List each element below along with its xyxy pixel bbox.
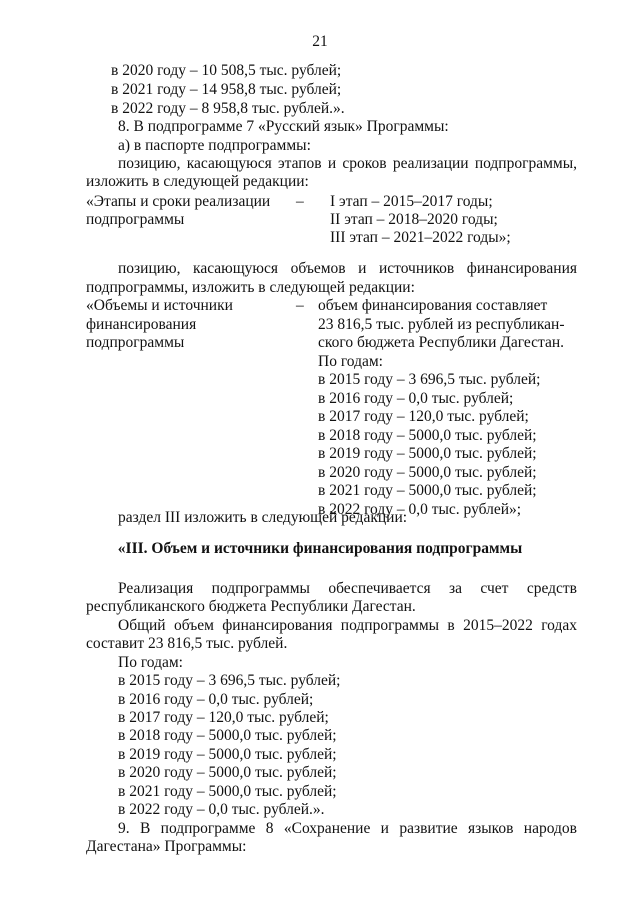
year-line: в 2016 году – 0,0 тыс. рублей; <box>118 691 314 708</box>
table2-value: в 2020 году – 5000,0 тыс. рублей; <box>318 464 537 481</box>
year-line: в 2020 году – 5000,0 тыс. рублей; <box>118 764 337 781</box>
table2-value: По годам: <box>318 353 383 370</box>
page-number: 21 <box>312 33 328 50</box>
position1-line2: изложить в следующей редакции: <box>86 173 309 190</box>
table2-value: в 2015 году – 3 696,5 тыс. рублей; <box>318 371 541 388</box>
year-line: в 2015 году – 3 696,5 тыс. рублей; <box>118 672 341 689</box>
by-years-label: По годам: <box>118 654 183 671</box>
table2-value: объем финансирования составляет <box>318 297 548 314</box>
total-line1: Общий объем финансирования подпрограммы в 2015–2022 годах <box>118 617 577 634</box>
table2-value: в 2019 году – 5000,0 тыс. рублей; <box>318 445 537 462</box>
section3-intro: раздел III изложить в следующей редакции: <box>118 509 408 526</box>
position2-line2: подпрограммы, изложить в следующей редакции: <box>86 279 415 296</box>
item-8a: а) в паспорте подпрограммы: <box>118 137 311 154</box>
total-line2: составит 23 816,5 тыс. рублей. <box>86 635 288 652</box>
table2-label-line1: «Объемы и источники <box>86 297 233 314</box>
table1-value-1: I этап – 2015–2017 годы; <box>330 193 493 210</box>
year-line: в 2017 году – 120,0 тыс. рублей; <box>118 709 329 726</box>
table2-value: ского бюджета Республики Дагестан. <box>318 334 565 351</box>
table1-dash: – <box>296 193 304 210</box>
table1-value-3: III этап – 2021–2022 годы»; <box>330 229 511 246</box>
table2-value: в 2017 году – 120,0 тыс. рублей; <box>318 408 529 425</box>
table2-label-line2: финансирования <box>86 316 197 333</box>
table2-value: в 2021 году – 5000,0 тыс. рублей; <box>318 482 537 499</box>
year-line: в 2022 году – 0,0 тыс. рублей.». <box>118 801 325 818</box>
year-line: в 2021 году – 5000,0 тыс. рублей; <box>118 783 337 800</box>
year-line: в 2019 году – 5000,0 тыс. рублей; <box>118 746 337 763</box>
top-line-2020: в 2020 году – 10 508,5 тыс. рублей; <box>111 62 342 79</box>
table2-label-line3: подпрограммы <box>86 334 185 351</box>
section3-heading: «III. Объем и источники финансирования подпрограммы <box>117 540 523 557</box>
year-line: в 2018 году – 5000,0 тыс. рублей; <box>118 727 337 744</box>
position2-line1: позицию, касающуюся объемов и источников финансирования <box>118 260 577 277</box>
table2-value: в 2016 году – 0,0 тыс. рублей; <box>318 390 514 407</box>
item-9-line1: 9. В подпрограмме 8 «Сохранение и развитие языков народов <box>118 820 577 837</box>
top-line-2021: в 2021 году – 14 958,8 тыс. рублей; <box>111 81 342 98</box>
realization-line2: республиканского бюджета Республики Дагестан. <box>86 598 416 615</box>
table1-label-line1: «Этапы и сроки реализации <box>86 193 271 210</box>
item-9-line2: Дагестана» Программы: <box>86 838 247 855</box>
table2-value: в 2022 году – 0,0 тыс. рублей»; <box>318 501 522 518</box>
table1-value-2: II этап – 2018–2020 годы; <box>330 211 498 228</box>
table2-dash: – <box>296 297 304 314</box>
table2-value: в 2018 году – 5000,0 тыс. рублей; <box>318 427 537 444</box>
position1-line1: позицию, касающуюся этапов и сроков реализации подпрограммы, <box>118 155 577 172</box>
item-8: 8. В подпрограмме 7 «Русский язык» Программы: <box>118 118 449 135</box>
realization-line1: Реализация подпрограммы обеспечивается за счет средств <box>118 580 577 597</box>
table2-value: 23 816,5 тыс. рублей из республикан- <box>318 316 565 333</box>
top-line-2022: в 2022 году – 8 958,8 тыс. рублей.». <box>111 100 345 117</box>
table1-label-line2: подпрограммы <box>86 211 185 228</box>
